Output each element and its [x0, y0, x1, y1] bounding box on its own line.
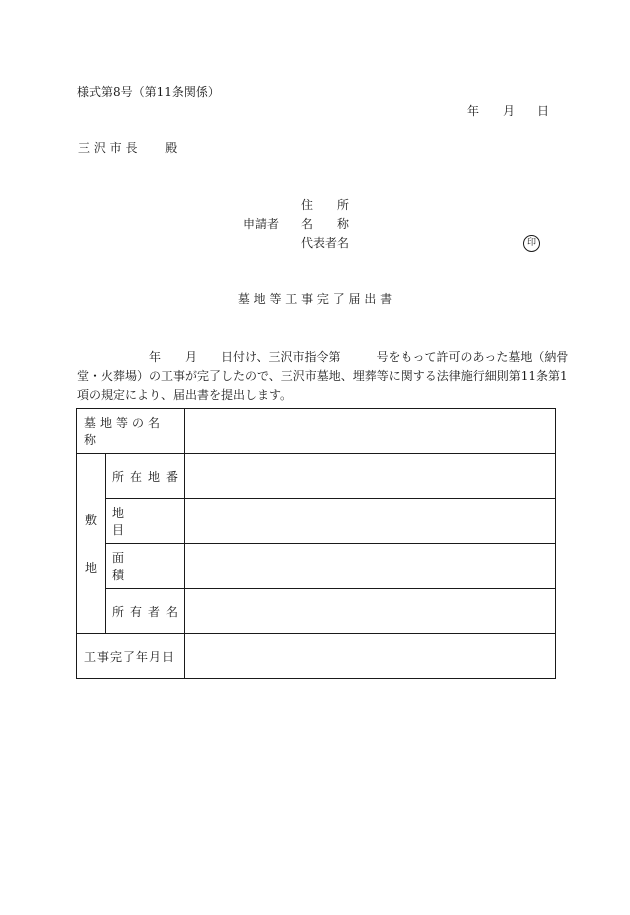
location-label: 所在地番 — [112, 469, 185, 484]
document-title: 墓 地 等 工 事 完 了 届 出 書 — [237, 292, 393, 306]
site-group-label — [77, 454, 106, 634]
owner-field[interactable] — [185, 589, 556, 634]
site-char-1: 敷 — [84, 512, 97, 527]
completion-date-label: 工事完了年月日 — [84, 649, 176, 664]
location-label-cell — [106, 454, 185, 499]
address-label: 住 所 — [301, 198, 350, 212]
body-line-3: 項の規定により、届出書を提出します。 — [77, 388, 293, 402]
name-label: 名 称 — [301, 217, 350, 231]
date-day-label: 日 — [537, 104, 550, 118]
table-row — [77, 454, 556, 499]
area-label: 面積 — [112, 551, 171, 582]
table-row — [77, 589, 556, 634]
land-category-label-cell — [106, 499, 185, 544]
seal-mark: 印 — [523, 235, 540, 252]
table-row — [77, 409, 556, 454]
owner-label-cell — [106, 589, 185, 634]
body-text — [77, 348, 569, 405]
completion-date-label-cell — [77, 634, 185, 679]
body-line-2: 堂・火葬場）の工事が完了したので、三沢市墓地、埋葬等に関する法律施行細則第11条第1 — [77, 369, 568, 383]
date-month-label: 月 — [503, 104, 516, 118]
cemetery-name-text: 墓地等の名称 — [84, 416, 165, 447]
body-line-1: 年 月 日付け、三沢市指令第 号をもって許可のあった墓地（納骨 — [77, 350, 569, 364]
addressee: 三 沢 市 長 殿 — [78, 141, 178, 155]
completion-date-field[interactable] — [185, 634, 556, 679]
table-row — [77, 499, 556, 544]
cemetery-name-label — [84, 414, 176, 448]
land-category-field[interactable] — [185, 499, 556, 544]
representative-label: 代表者名 — [301, 236, 350, 250]
area-field[interactable] — [185, 544, 556, 589]
cemetery-name-field[interactable] — [185, 409, 556, 454]
site-char-2: 地 — [84, 560, 97, 575]
form-number: 様式第8号（第11条関係） — [77, 85, 220, 99]
area-label-cell — [106, 544, 185, 589]
table-row — [77, 634, 556, 679]
applicant-role: 申請者 — [243, 217, 280, 231]
owner-label: 所有者名 — [112, 604, 185, 619]
table-row — [77, 544, 556, 589]
completion-form-table — [76, 408, 556, 679]
location-field[interactable] — [185, 454, 556, 499]
date-year-label: 年 — [467, 104, 480, 118]
cemetery-name-label-cell — [77, 409, 185, 454]
land-category-label: 地目 — [112, 506, 171, 537]
